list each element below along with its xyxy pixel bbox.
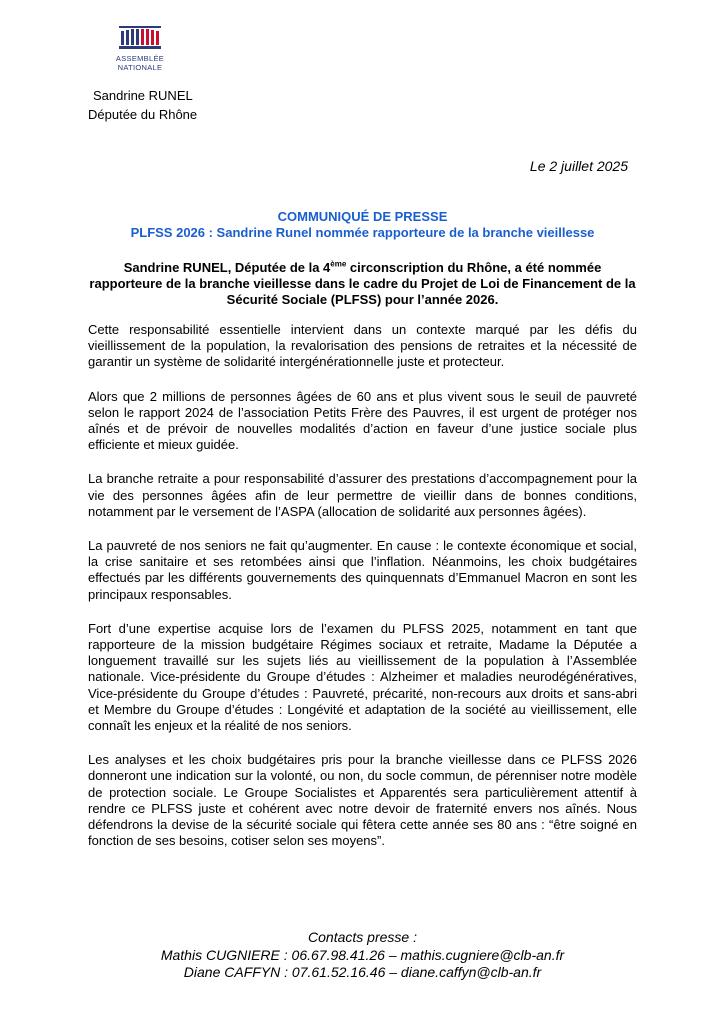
lead-paragraph [88,260,637,308]
body-paragraph: Alors que 2 millions de personnes âgées de 60 ans et plus vivent sous le seuil de pauvreté selon le rapport 2024 de l’association Petits Frère des Pauvres, il est urgent de protéger nos aînés et de prévoir de nouvelles modalités d’action en faveur d’une justice sociale plus efficiente et mieux guidée. [88,388,637,453]
lead-text-end: circonscription du Rhône, a été nommée rapporteure de la branche vieillesse dans le cadre du Projet de Loi de Financement de la Sécurité Sociale (PLFSS) pour l’année 2026. [89,260,636,307]
contact-line: Mathis CUGNIERE : 06.67.98.41.26 – mathis.cugniere@clb-an.fr [160,946,565,963]
lead-text-start: Sandrine RUNEL, Députée de la 4 [123,260,331,275]
contact-line: Diane CAFFYN : 07.61.52.16.46 – diane.caffyn@clb-an.fr [183,964,542,980]
heading-title: PLFSS 2026 : Sandrine Runel nommée rapporteure de la branche vieillesse [130,225,595,240]
body-paragraph: Les analyses et les choix budgétaires pris pour la branche vieillesse dans ce PLFSS 2026 donneront une indication sur la volonté, ou non, du socle commun, de pérenniser notre modèle de protection sociale. Le Groupe Socialistes et Apparentés sera particulièrement attentif à rendre ce PLFSS juste et cohérent avec notre devoir de fraternité envers nos aînés. Nous défendrons la devise de la sécurité sociale qui fêtera cette année ses 80 ans : “être soigné en fonction de ses besoins, cotiser selon ses moyens”. [88,752,637,849]
body-paragraph: La pauvreté de nos seniors ne fait qu’augmenter. En cause : le contexte économique et social, la crise sanitaire et ses retombées ainsi que l’inflation. Néanmoins, les choix budgétaires effectués par les différents gouvernements des quinquennats d’Emmanuel Macron en sont les principaux responsables. [88,538,637,602]
author-block [88,86,197,124]
logo-text-line1: ASSEMBLÉE [115,54,165,63]
press-release-heading [88,209,637,241]
lead-superscript: ème [330,259,347,269]
logo-text-line2: NATIONALE [117,63,163,72]
author-name: Sandrine RUNEL [93,88,193,103]
body-paragraph: La branche retraite a pour responsabilité d’assurer des prestations d’accompagnement pour la vie des personnes âgées afin de leur permettre de vieillir dans de bonnes conditions, notamment par le versement de l’ASPA (allocation de solidarité aux personnes âgées). [88,471,637,519]
contacts-label: Contacts presse : [308,929,417,945]
body-text [88,322,637,867]
body-paragraph: Cette responsabilité essentielle intervient dans un contexte marqué par les défis du vieillissement de la population, la revalorisation des pensions de retraites et la nécessité de garantir un système de solidarité intergénérationnelle juste et protecteur. [88,322,637,370]
press-contacts [88,929,637,982]
hemicycle-icon [118,24,162,50]
author-title: Députée du Rhône [88,107,198,122]
body-paragraph: Fort d’une expertise acquise lors de l’examen du PLFSS 2025, notamment en tant que rapporteure de la mission budgétaire Régimes sociaux et retraite, Madame la Députée a longuement travaillé sur les sujets liés au vieillissement de la population à l’Assemblée nationale. Vice-présidente du Groupe d’études : Alzheimer et maladies neurodégénératives, Vice-présidente du Groupe d’études : Pauvreté, précarité, non-recours aux droits et sans-abri et Membre du Groupe d’études : Longévité et adaptation de la société au vieillissement, elle connaît les enjeux et la réalité de nos seniors. [88,620,637,734]
assemblee-nationale-logo [108,24,172,80]
heading-label: COMMUNIQUÉ DE PRESSE [277,209,448,224]
publication-date: Le 2 juillet 2025 [529,158,628,174]
